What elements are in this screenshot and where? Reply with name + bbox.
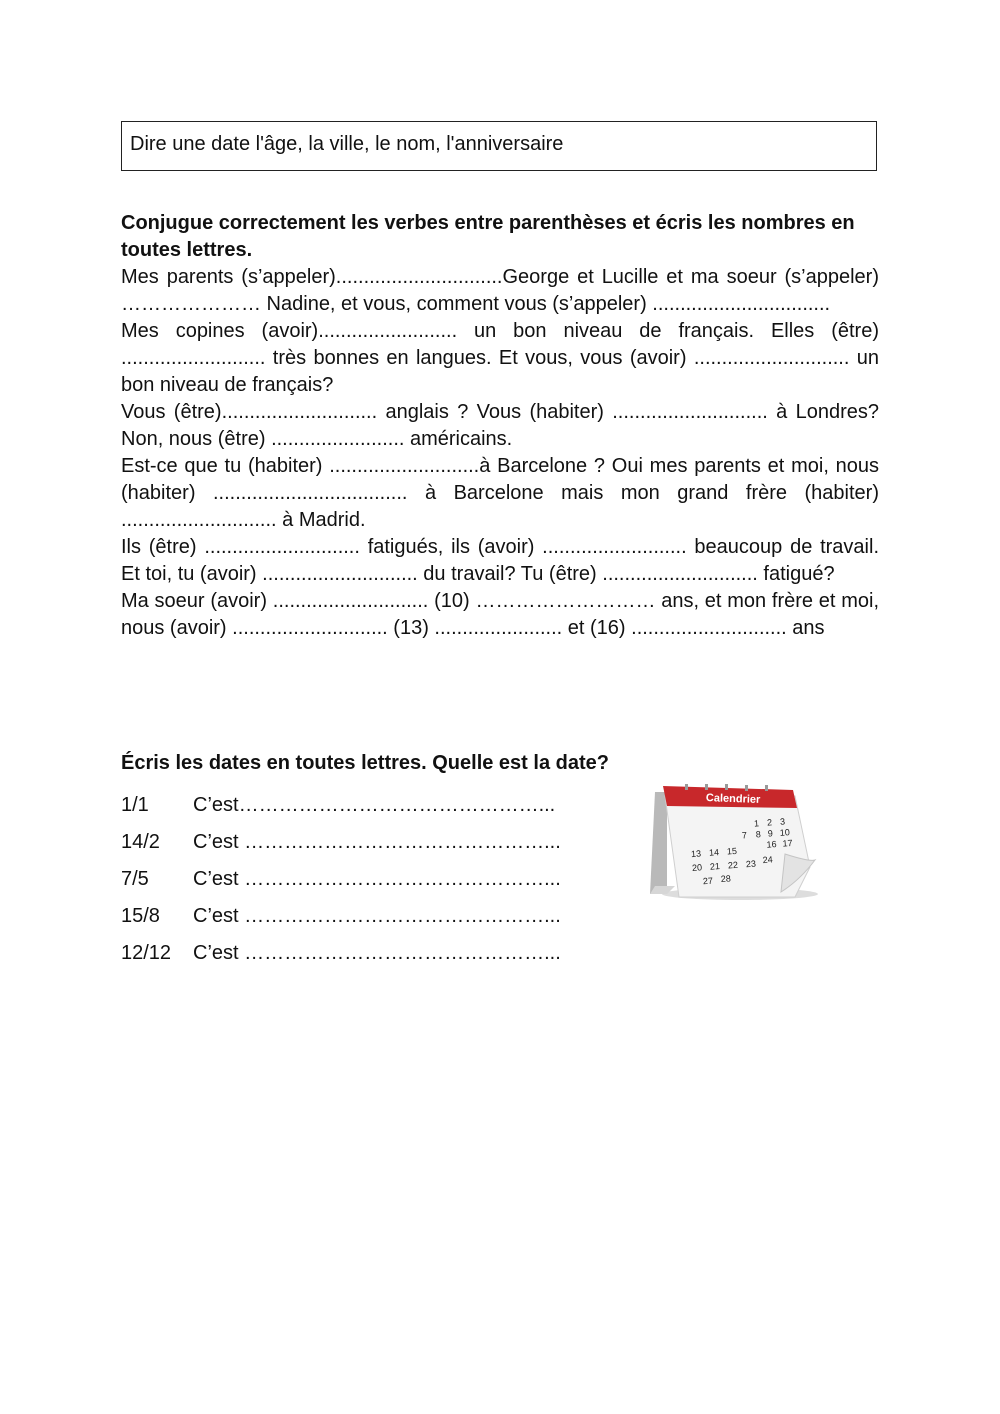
- date-number: 14/2: [121, 831, 160, 853]
- date-answer-line: C’est ………………………………………...: [193, 942, 561, 964]
- date-number: 12/12: [121, 942, 172, 964]
- date-answer-line: C’est ………………………………………...: [193, 905, 561, 927]
- date-answer-line: C’est ………………………………………...: [193, 868, 561, 890]
- title-box: [121, 121, 877, 171]
- calendar-day: 28: [720, 873, 732, 885]
- page-title: Dire une date l'âge, la ville, le nom, l'anniversaire: [130, 133, 564, 155]
- exercise-paragraph: Ils (être) ............................ fatigués, ils (avoir) .......................... beaucoup de travail. Et toi, tu (avoir) ............................ du travail? Tu (être) ............................ fatigué?: [121, 536, 879, 585]
- conjugation-exercise: [121, 210, 879, 642]
- exercise-2-heading: Écris les dates en toutes lettres. Quelle est la date?: [121, 752, 609, 774]
- calendar-day: 22: [727, 859, 739, 871]
- calendar-day: 7: [741, 830, 748, 841]
- exercise-paragraph: Mes copines (avoir)......................... un bon niveau de français. Elles (être) .......................... très bonnes en langues. Et vous, vous (avoir) ............................ un bon niveau de français?: [121, 320, 879, 396]
- calendar-day: 21: [709, 861, 721, 872]
- exercise-1-heading: Conjugue correctement les verbes entre parenthèses et écris les nombres en toutes lettres.: [121, 212, 855, 261]
- calendar-day: 27: [702, 875, 714, 887]
- calendar-day: 10: [779, 827, 791, 838]
- exercise-paragraph: Ma soeur (avoir) ............................ (10) ……………………… ans, et mon frère et moi, nous (avoir) ............................ (13) ....................... et (16) ............................ ans: [121, 590, 879, 639]
- date-number: 1/1: [121, 794, 149, 816]
- dates-exercise: [121, 750, 641, 972]
- exercise-paragraph: Mes parents (s’appeler)..............................George et Lucille et ma soeur (s’appeler) ………………… Nadine, et vous, comment vous (s’appeler) ................................: [121, 266, 879, 315]
- date-row: [121, 824, 641, 861]
- calendar-day: 1: [753, 818, 760, 829]
- exercise-paragraph: Est-ce que tu (habiter) ...........................à Barcelone ? Oui mes parents et moi, nous (habiter) ................................... à Barcelone mais mon grand frère (habiter) ............................ à Madrid.: [121, 455, 879, 531]
- calendar-day: 24: [762, 854, 773, 866]
- date-answer-line: C’est ………………………………………...: [193, 831, 561, 853]
- calendar-day: 23: [745, 858, 757, 870]
- calendar-label: Calendrier: [705, 792, 761, 806]
- date-row: [121, 861, 641, 898]
- date-row: [121, 787, 641, 824]
- calendar-day: 8: [755, 829, 762, 840]
- calendar-day: 14: [708, 847, 720, 858]
- date-row: [121, 898, 641, 935]
- date-list: [121, 787, 641, 972]
- calendar-day: 2: [766, 817, 773, 828]
- calendar-day: 17: [782, 837, 793, 849]
- calendar-day: 9: [767, 828, 774, 839]
- date-number: 15/8: [121, 905, 160, 927]
- date-answer-line: C’est………………………………………...: [193, 794, 556, 816]
- calendar-day: 16: [766, 839, 777, 850]
- calendar-day: 3: [779, 816, 786, 827]
- calendar-day: 13: [690, 848, 702, 860]
- date-row: [121, 935, 641, 972]
- exercise-paragraph: Vous (être)............................ anglais ? Vous (habiter) ............................ à Londres? Non, nous (être) ........................ américains.: [121, 401, 879, 450]
- date-number: 7/5: [121, 868, 149, 890]
- calendar-icon: [645, 782, 820, 902]
- calendar-day: 20: [691, 862, 703, 874]
- calendar-day: 15: [726, 845, 738, 857]
